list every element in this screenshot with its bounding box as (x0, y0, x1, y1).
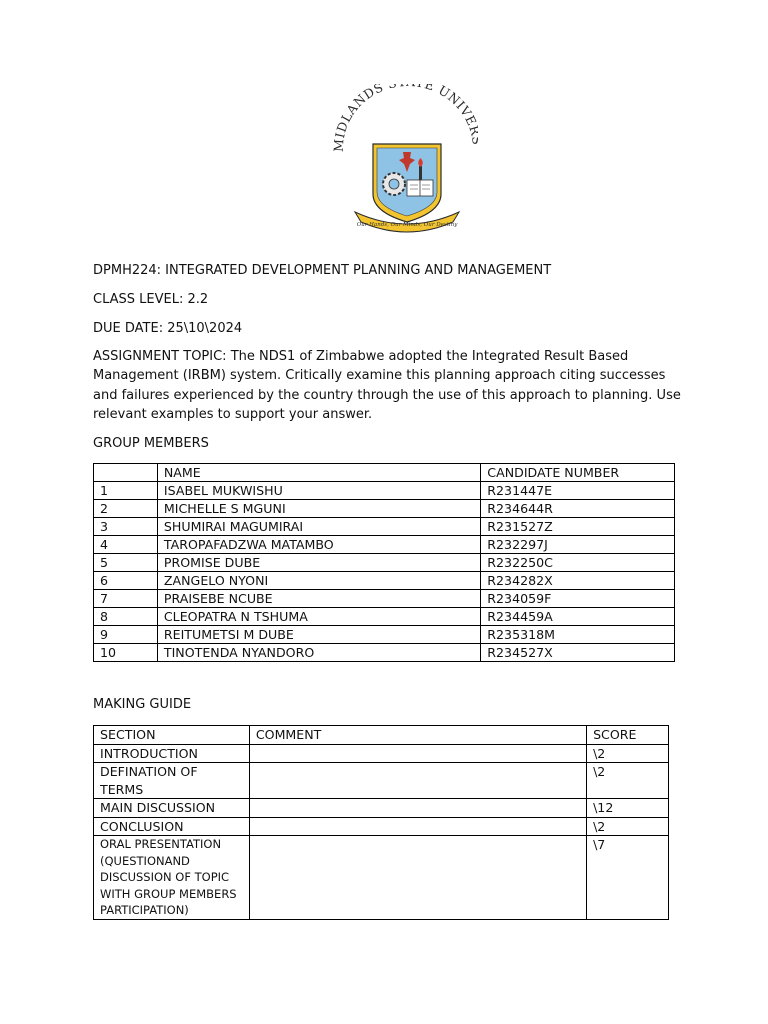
column-header: COMMENT (249, 726, 586, 745)
logo-arc-text: IDLANDS E UNIV (333, 84, 475, 140)
table-cell: 8 (94, 608, 158, 626)
table-cell: 3 (94, 518, 158, 536)
table-row (94, 482, 675, 500)
table-cell: \2 (587, 817, 669, 836)
members-header-row (94, 464, 675, 482)
table-cell: R232250C (481, 554, 675, 572)
table-cell: R234527X (481, 644, 675, 662)
table-cell: MAIN DISCUSSION (94, 799, 250, 818)
table-row (94, 626, 675, 644)
table-cell: 1 (94, 482, 158, 500)
table-cell: 4 (94, 536, 158, 554)
making-guide-table (93, 725, 669, 920)
table-cell: R231527Z (481, 518, 675, 536)
logo-motto: Our Hands, Our Minds, Our Destiny (356, 222, 458, 228)
group-members-table (93, 463, 675, 662)
table-cell: R232297J (481, 536, 675, 554)
table-cell: R234282X (481, 572, 675, 590)
table-row (94, 644, 675, 662)
table-cell: R234644R (481, 500, 675, 518)
table-row (94, 817, 669, 836)
table-cell: ORAL PRESENTATION (QUESTIONAND DISCUSSION OF TOPIC WITH GROUP MEMBERS PARTICIPATION) (94, 836, 250, 920)
table-cell: ISABEL MUKWISHU (157, 482, 480, 500)
table-cell: REITUMETSI M DUBE (157, 626, 480, 644)
course-title: DPMH224: INTEGRATED DEVELOPMENT PLANNING AND MANAGEMENT (93, 263, 552, 278)
table-cell: 2 (94, 500, 158, 518)
table-cell: \2 (587, 744, 669, 763)
class-level: CLASS LEVEL: 2.2 (93, 292, 209, 307)
table-row (94, 518, 675, 536)
table-cell: 5 (94, 554, 158, 572)
table-cell: PROMISE DUBE (157, 554, 480, 572)
table-row (94, 608, 675, 626)
table-cell: 10 (94, 644, 158, 662)
column-header: NAME (157, 464, 480, 482)
university-logo (333, 84, 478, 234)
table-cell: TINOTENDA NYANDORO (157, 644, 480, 662)
table-row (94, 744, 669, 763)
table-cell: CONCLUSION (94, 817, 250, 836)
table-cell: SHUMIRAI MAGUMIRAI (157, 518, 480, 536)
table-cell: 6 (94, 572, 158, 590)
svg-text:MIDLANDS STATE UNIVERSITY (333, 84, 478, 152)
table-cell: \2 (587, 763, 669, 799)
table-cell (249, 817, 586, 836)
table-row (94, 500, 675, 518)
table-cell (249, 763, 586, 799)
table-cell: INTRODUCTION (94, 744, 250, 763)
guide-header-row (94, 726, 669, 745)
table-cell (249, 836, 586, 920)
table-row (94, 590, 675, 608)
table-cell: R234059F (481, 590, 675, 608)
column-header (94, 464, 158, 482)
table-row (94, 799, 669, 818)
table-row (94, 836, 669, 920)
table-cell: \12 (587, 799, 669, 818)
column-header: SECTION (94, 726, 250, 745)
table-cell: DEFINATION OF TERMS (94, 763, 250, 799)
table-cell: MICHELLE S MGUNI (157, 500, 480, 518)
making-guide-heading: MAKING GUIDE (93, 697, 192, 712)
table-cell: R234459A (481, 608, 675, 626)
column-header: CANDIDATE NUMBER (481, 464, 675, 482)
assignment-topic: ASSIGNMENT TOPIC: The NDS1 of Zimbabwe adopted the Integrated Result Based Management (IRBM) system. Critically examine this planning approach citing successes and failures experienced by the country through the use of this approach to planning. Use relevant examples to support your answer. (93, 349, 681, 423)
table-row (94, 572, 675, 590)
table-cell: \7 (587, 836, 669, 920)
due-date: DUE DATE: 25\10\2024 (93, 321, 243, 336)
column-header: SCORE (587, 726, 669, 745)
table-cell: 9 (94, 626, 158, 644)
table-cell: TAROPAFADZWA MATAMBO (157, 536, 480, 554)
table-cell (249, 744, 586, 763)
table-cell: CLEOPATRA N TSHUMA (157, 608, 480, 626)
table-row (94, 554, 675, 572)
group-members-heading: GROUP MEMBERS (93, 436, 209, 451)
table-cell: R231447E (481, 482, 675, 500)
table-row (94, 536, 675, 554)
table-cell: ZANGELO NYONI (157, 572, 480, 590)
table-cell: 7 (94, 590, 158, 608)
table-row (94, 763, 669, 799)
table-cell: PRAISEBE NCUBE (157, 590, 480, 608)
table-cell: R235318M (481, 626, 675, 644)
table-cell (249, 799, 586, 818)
